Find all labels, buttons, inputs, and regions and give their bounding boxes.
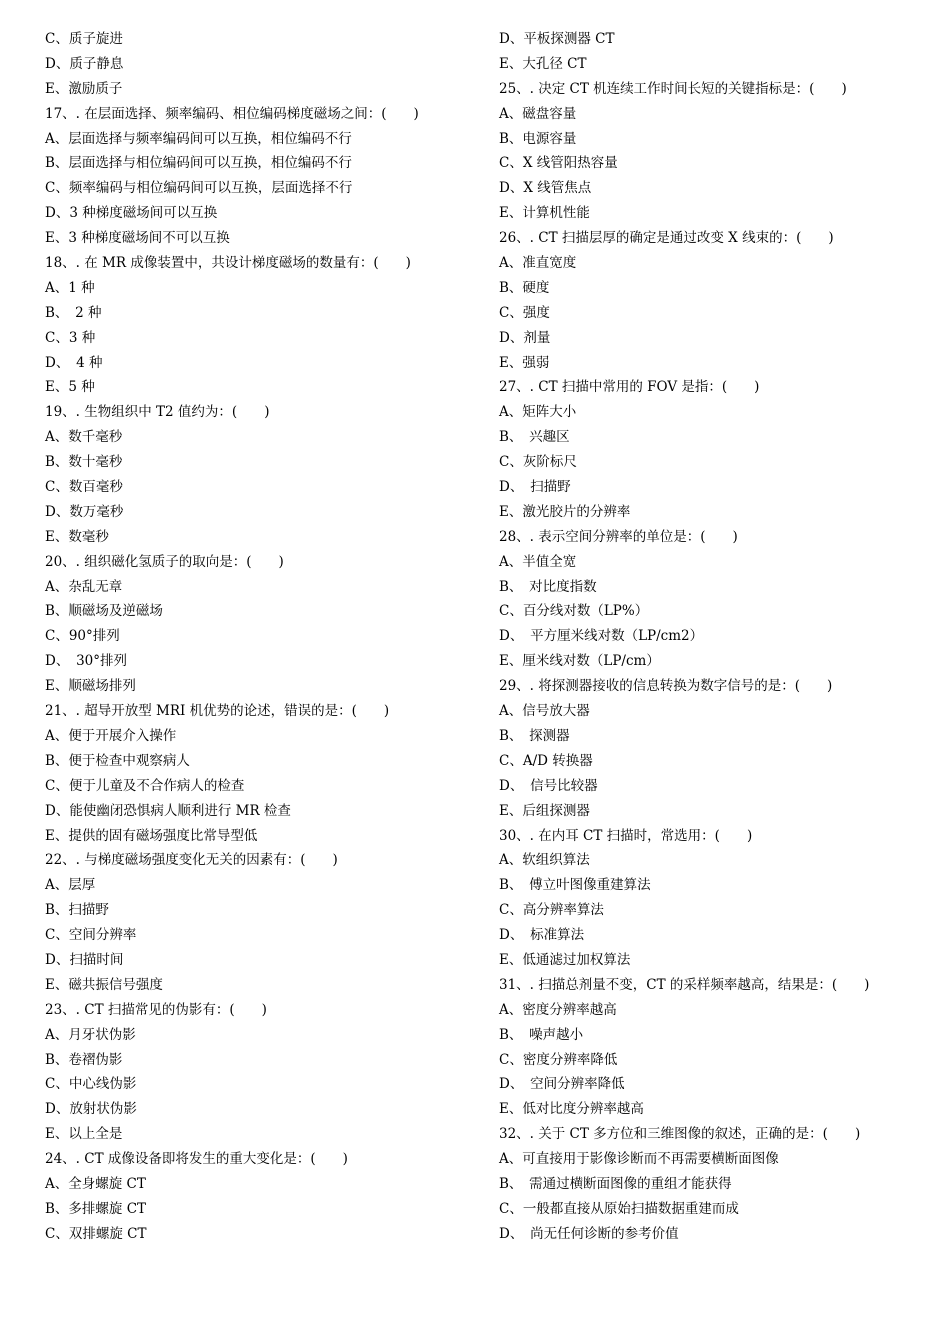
option-line: E、激光胶片的分辨率 xyxy=(499,503,631,520)
option-line: B、卷褶伪影 xyxy=(45,1051,123,1068)
option-line: D、3 种梯度磁场间可以互换 xyxy=(45,205,218,222)
option-line: A、软组织算法 xyxy=(499,852,590,869)
option-line: C、灰阶标尺 xyxy=(499,454,577,471)
option-line: C、双排螺旋 CT xyxy=(45,1225,147,1242)
option-line: D、X 线管焦点 xyxy=(499,180,592,197)
option-line: C、百分线对数（LP%） xyxy=(499,603,649,620)
option-line: A、矩阵大小 xyxy=(499,404,577,421)
option-line: C、A/D 转换器 xyxy=(499,752,593,769)
option-line: B、硬度 xyxy=(499,279,550,296)
option-line: D、放射状伪影 xyxy=(45,1101,137,1118)
question-line: 29、. 将探测器接收的信息转换为数字信号的是：( ) xyxy=(499,678,833,695)
option-line: A、磁盘容量 xyxy=(499,105,577,122)
option-line: E、顺磁场排列 xyxy=(45,678,136,695)
option-line: A、准直宽度 xyxy=(499,255,577,272)
option-line: B、多排螺旋 CT xyxy=(45,1200,147,1217)
option-line: C、密度分辨率降低 xyxy=(499,1051,618,1068)
left-column xyxy=(45,27,465,1247)
question-line: 22、. 与梯度磁场强度变化无关的因素有：( ) xyxy=(45,852,338,869)
option-line: C、频率编码与相位编码间可以互换，层面选择不行 xyxy=(45,180,353,197)
question-line: 21、. 超导开放型 MRI 机优势的论述，错误的是：( ) xyxy=(45,703,390,720)
option-line: D、 信号比较器 xyxy=(499,777,598,794)
question-line: 27、. CT 扫描中常用的 FOV 是指：( ) xyxy=(499,379,760,396)
option-line: A、层厚 xyxy=(45,877,96,894)
option-line: C、一般都直接从原始扫描数据重建而成 xyxy=(499,1200,739,1217)
option-line: B、 对比度指数 xyxy=(499,578,597,595)
option-line: C、空间分辨率 xyxy=(45,927,137,944)
question-line: 20、. 组织磁化氢质子的取向是：( ) xyxy=(45,553,284,570)
option-line: B、 需通过横断面图像的重组才能获得 xyxy=(499,1175,732,1192)
option-line: A、半值全宽 xyxy=(499,553,577,570)
option-line: B、数十毫秒 xyxy=(45,454,123,471)
option-line: E、低对比度分辨率越高 xyxy=(499,1101,644,1118)
option-line: A、便于开展介入操作 xyxy=(45,727,177,744)
option-line: B、 2 种 xyxy=(45,304,102,321)
option-line: B、 兴趣区 xyxy=(499,429,570,446)
option-line: D、能使幽闭恐惧病人顺利进行 MR 检查 xyxy=(45,802,291,819)
option-line: C、质子旋进 xyxy=(45,31,123,47)
right-column xyxy=(499,27,919,1247)
question-line: 17、. 在层面选择、频率编码、相位编码梯度磁场之间：( ) xyxy=(45,105,419,122)
option-line: D、剂量 xyxy=(499,329,551,346)
question-line: 30、. 在内耳 CT 扫描时，常选用：( ) xyxy=(499,827,753,844)
option-line: A、数千毫秒 xyxy=(45,429,123,446)
option-line: E、磁共振信号强度 xyxy=(45,976,163,993)
option-line: B、 探测器 xyxy=(499,727,570,744)
option-line: A、杂乱无章 xyxy=(45,578,123,595)
option-line: A、月牙状伪影 xyxy=(45,1026,136,1043)
question-line: 28、. 表示空间分辨率的单位是：( ) xyxy=(499,528,738,545)
option-line: A、全身螺旋 CT xyxy=(45,1175,146,1192)
option-line: D、质子静息 xyxy=(45,55,124,72)
question-line: 24、. CT 成像设备即将发生的重大变化是：( ) xyxy=(45,1151,348,1168)
option-line: D、 平方厘米线对数（LP/cm2） xyxy=(499,628,704,645)
option-line: D、 尚无任何诊断的参考价值 xyxy=(499,1225,679,1242)
option-line: E、强弱 xyxy=(499,354,550,371)
question-line: 23、. CT 扫描常见的伪影有：( ) xyxy=(45,1001,267,1018)
option-line: B、电源容量 xyxy=(499,130,577,147)
option-line: A、可直接用于影像诊断而不再需要横断面图像 xyxy=(499,1151,779,1168)
option-line: C、强度 xyxy=(499,304,550,321)
option-line: B、 傅立叶图像重建算法 xyxy=(499,877,651,894)
option-line: E、计算机性能 xyxy=(499,205,590,222)
option-line: E、数毫秒 xyxy=(45,528,109,545)
question-line: 18、. 在 MR 成像装置中，共设计梯度磁场的数量有：( ) xyxy=(45,255,411,272)
option-line: D、 4 种 xyxy=(45,354,103,371)
option-line: E、后组探测器 xyxy=(499,802,590,819)
option-line: D、 标准算法 xyxy=(499,927,585,944)
option-line: E、激励质子 xyxy=(45,80,123,97)
option-line: C、便于儿童及不合作病人的检查 xyxy=(45,777,245,794)
question-line: 26、. CT 扫描层厚的确定是通过改变 X 线束的：( ) xyxy=(499,230,834,247)
option-line: E、大孔径 CT xyxy=(499,55,587,72)
option-line: A、信号放大器 xyxy=(499,703,590,720)
option-line: E、3 种梯度磁场间不可以互换 xyxy=(45,230,230,247)
option-line: E、5 种 xyxy=(45,379,95,396)
option-line: D、扫描时间 xyxy=(45,951,124,968)
option-line: E、低通滤过加权算法 xyxy=(499,951,631,968)
option-line: B、顺磁场及逆磁场 xyxy=(45,603,163,620)
option-line: D、 30°排列 xyxy=(45,653,128,670)
option-line: C、3 种 xyxy=(45,329,96,346)
option-line: A、密度分辨率越高 xyxy=(499,1001,617,1018)
option-line: C、中心线伪影 xyxy=(45,1076,137,1093)
option-line: D、 空间分辨率降低 xyxy=(499,1076,625,1093)
option-line: D、数万毫秒 xyxy=(45,503,124,520)
option-line: E、厘米线对数（LP/cm） xyxy=(499,653,660,670)
option-line: C、X 线管阳热容量 xyxy=(499,155,618,172)
option-line: B、扫描野 xyxy=(45,902,109,919)
option-line: C、数百毫秒 xyxy=(45,479,123,496)
question-line: 32、. 关于 CT 多方位和三维图像的叙述，正确的是：( ) xyxy=(499,1126,861,1143)
option-line: E、提供的固有磁场强度比常导型低 xyxy=(45,827,258,844)
question-line: 31、. 扫描总剂量不变，CT 的采样频率越高，结果是：( ) xyxy=(499,976,870,993)
option-line: B、 噪声越小 xyxy=(499,1026,584,1043)
option-line: B、便于检查中观察病人 xyxy=(45,752,190,769)
option-line: B、层面选择与相位编码间可以互换，相位编码不行 xyxy=(45,155,352,172)
option-line: C、高分辨率算法 xyxy=(499,902,604,919)
option-line: A、层面选择与频率编码间可以互换，相位编码不行 xyxy=(45,130,352,147)
question-line: 19、. 生物组织中 T2 值约为：( ) xyxy=(45,404,270,421)
option-line: D、平板探测器 CT xyxy=(499,31,615,47)
option-line: C、90°排列 xyxy=(45,628,120,645)
option-line: D、 扫描野 xyxy=(499,479,571,496)
question-line: 25、. 决定 CT 机连续工作时间长短的关键指标是：( ) xyxy=(499,80,847,97)
option-line: E、以上全是 xyxy=(45,1126,123,1143)
option-line: A、1 种 xyxy=(45,279,95,296)
